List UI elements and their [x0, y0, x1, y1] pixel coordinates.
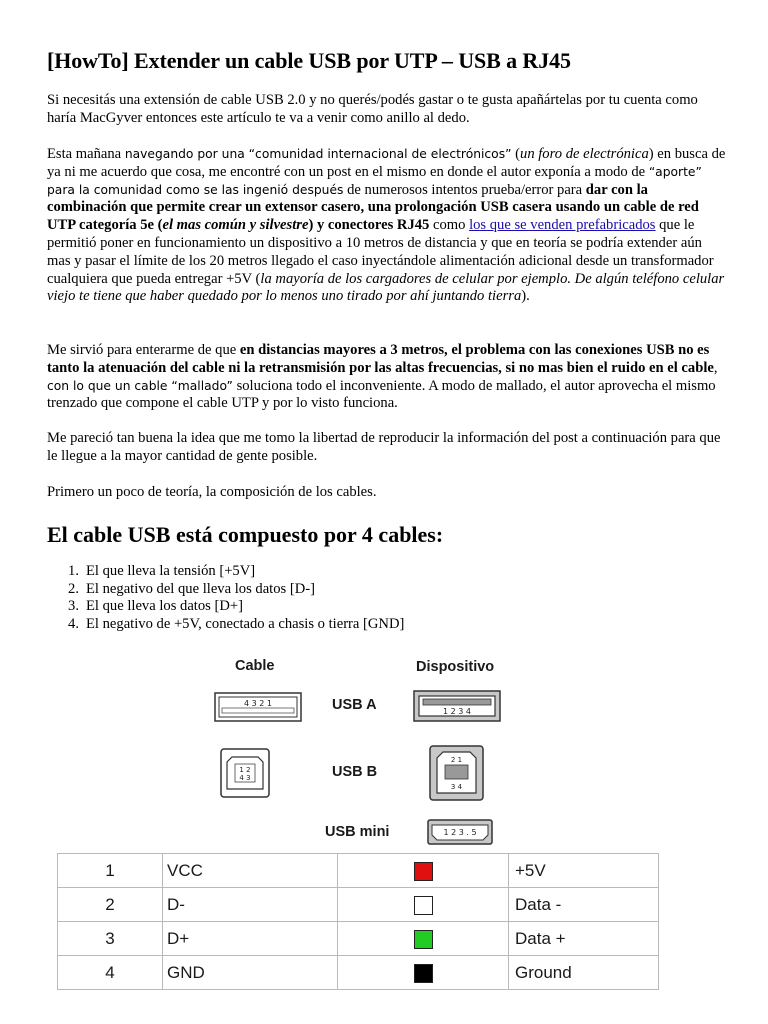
- svg-text:3 4: 3 4: [450, 783, 463, 791]
- usb-mini-pins: 1 2 3 . 5: [443, 828, 477, 837]
- usb-a-device-pins: 1 2 3 4: [443, 707, 471, 716]
- usb-mini-label: USB mini: [325, 824, 390, 840]
- svg-text:4 3: 4 3: [239, 774, 251, 782]
- story-paragraph: Esta mañana navegando por una “comunidad internacional de electrónicos” (un foro de electrónica) en busca de ya ni me acuerdo que cosa, me encontré con un post en el mismo en donde el autor exponía a modo de “aporte” para la comunidad como se las ingenió después de numerosos intentos prueba/error para dar con la combinación que permite crear un extensor casero, una prolongación USB casera usando un cable de red UTP categoría 5e (el mas común y silvestre) y conectores RJ45 como los que se venden prefabricados que le permitió poner en funcionamiento un dispositivo a 10 metros de distancia y que en teoría se podría extender aún mas y pasar el límite de los 20 metros llegado el caso inyectándole alimentación adicional desde un transformador cualquiera que pueda entregar +5V (la mayoría de los cargadores de celular por ejemplo. De algún teléfono celular viejo te tiene que haber quedado por lo menos uno tirado por ahí juntando tierra).: [47, 146, 726, 305]
- usb-mini-connector: [427, 819, 493, 845]
- cable-column-heading: Cable: [235, 658, 275, 674]
- table-row: 4 GND Ground: [58, 956, 659, 990]
- findings-paragraph: Me sirvió para enterarme de que en distancias mayores a 3 metros, el problema con las conexiones USB no es tanto la atenuación del cable ni la retransmisión por las altas frecuencias, si no mas bien el ruido en el cable, con lo que un cable “mallado” soluciona todo el inconveniente. A modo de mallado, el autor aprovecha el mismo trenzado que compone el cable UTP y por lo visto funciona.: [47, 342, 718, 412]
- table-row: 1 VCC +5V: [58, 854, 659, 888]
- usb-b-device-connector: [429, 745, 484, 801]
- list-item: 3. El que lleva los datos [D+]: [68, 598, 243, 615]
- list-item: 4. El negativo de +5V, conectado a chasis o tierra [GND]: [68, 615, 405, 632]
- usb-b-cable-connector: [220, 748, 270, 798]
- theory-paragraph: Primero un poco de teoría, la composición de los cables.: [47, 484, 377, 500]
- table-row: 3 D+ Data +: [58, 922, 659, 956]
- article-title: [HowTo] Extender un cable USB por UTP – USB a RJ45: [47, 48, 571, 73]
- wire-list: [47, 563, 404, 633]
- svg-text:1 2: 1 2: [239, 766, 251, 774]
- prefab-link[interactable]: los que se venden prefabricados: [469, 217, 656, 234]
- svg-text:2 1: 2 1: [450, 756, 463, 764]
- usb-section-heading: El cable USB está compuesto por 4 cables:: [47, 522, 444, 547]
- reproduce-paragraph: Me pareció tan buena la idea que me tomo la libertad de reproducir la información del post a continuación para que le llegue a la mayor cantidad de gente posible.: [47, 430, 721, 464]
- list-item: 2. El negativo del que lleva los datos [D-]: [68, 580, 315, 597]
- device-column-heading: Dispositivo: [416, 659, 495, 675]
- usb-a-device-connector: [413, 690, 501, 722]
- wire-color-swatch: [414, 862, 433, 881]
- table-row: 2 D- Data -: [58, 888, 659, 922]
- list-item: 1. El que lleva la tensión [+5V]: [68, 563, 256, 579]
- intro-paragraph: Si necesitás una extensión de cable USB 2.0 y no querés/podés gastar o te gusta apañártelas por tu cuenta como haría MacGyver entonces este artículo te va a venir como anillo al dedo.: [47, 92, 698, 126]
- usb-a-label: USB A: [332, 697, 377, 713]
- wire-color-swatch: [414, 964, 433, 983]
- wire-color-swatch: [414, 930, 433, 949]
- usb-b-label: USB B: [332, 764, 378, 780]
- usb-a-cable-connector: [214, 692, 302, 722]
- usb-a-cable-pins: 4 3 2 1: [244, 699, 272, 708]
- wire-color-swatch: [414, 896, 433, 915]
- pinout-table: [57, 853, 659, 990]
